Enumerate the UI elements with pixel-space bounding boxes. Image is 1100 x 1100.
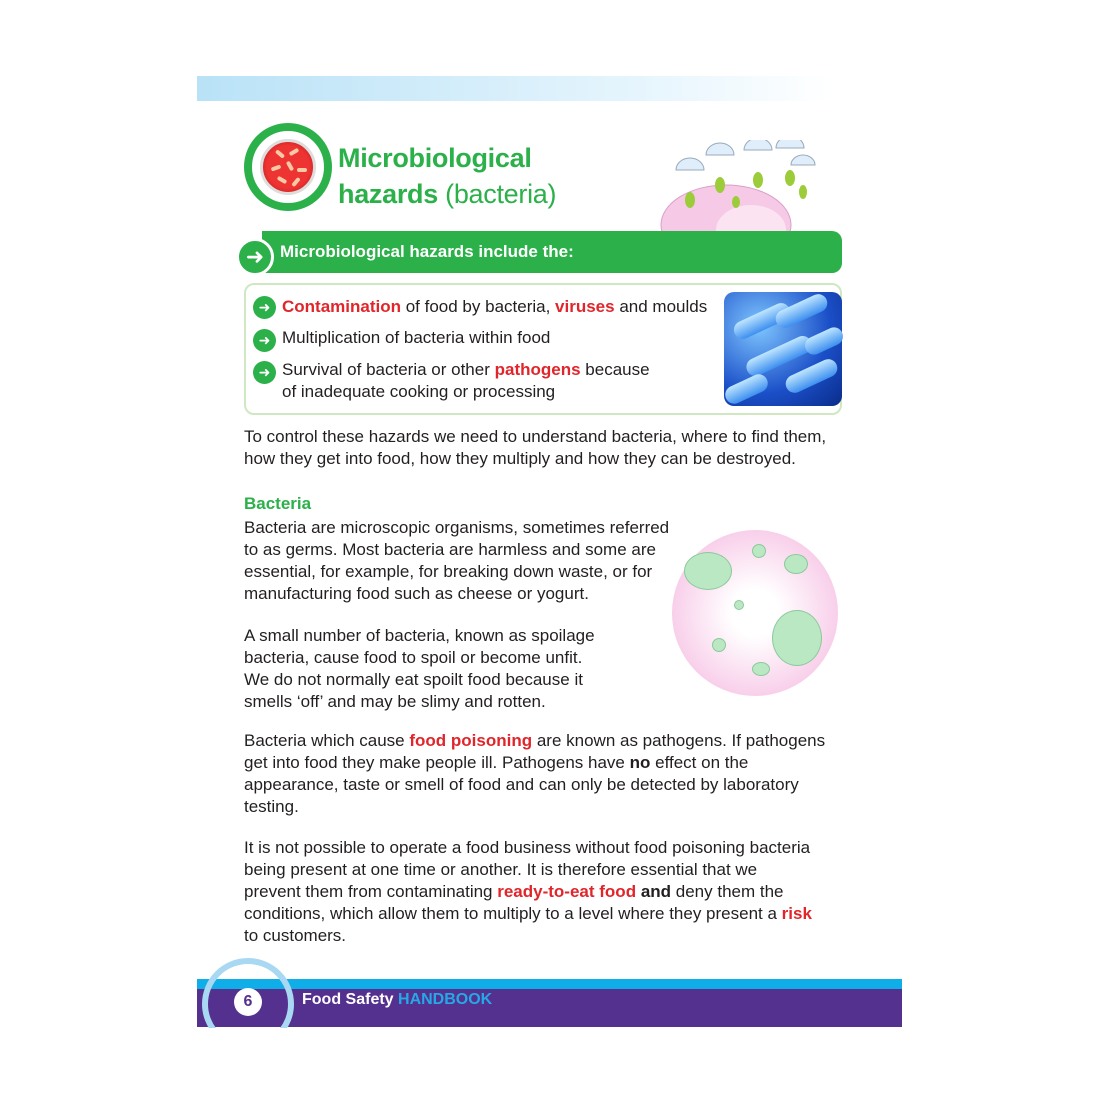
germs-illustration — [672, 530, 838, 696]
text: deny them the — [671, 882, 784, 901]
text: A small number of bacteria, known as spoilage — [244, 626, 595, 645]
text: prevent them from contaminating — [244, 882, 498, 901]
text: Bacteria which cause — [244, 731, 410, 750]
banner-label: Microbiological hazards include the: — [280, 242, 574, 261]
text: get into food they make people ill. Pathogens have — [244, 753, 630, 772]
paragraph — [244, 517, 669, 605]
text: to as germs. Most bacteria are harmless and some are — [244, 540, 656, 559]
text: of inadequate cooking or processing — [282, 382, 556, 401]
hazards-banner — [262, 231, 842, 273]
keyword: pathogens — [494, 360, 581, 379]
text: testing. — [244, 797, 299, 816]
text: It is not possible to operate a food business without food poisoning bacteria — [244, 838, 811, 857]
list-item — [282, 327, 550, 349]
title-line-1: Microbiological — [338, 143, 532, 173]
text: bacteria, cause food to spoil or become unfit. — [244, 648, 583, 667]
text: manufacturing food such as cheese or yogurt. — [244, 584, 589, 603]
arrow-bullet-icon: ➜ — [253, 361, 276, 384]
text: to customers. — [244, 926, 347, 945]
top-gradient-bar — [197, 76, 832, 101]
text: effect on the — [650, 753, 749, 772]
text: To control these hazards we need to understand bacteria, where to find them, — [244, 427, 827, 446]
text: We do not normally eat spoilt food because it — [244, 670, 583, 689]
keyword: ready-to-eat food — [497, 882, 637, 901]
text: are known as pathogens. If pathogens — [532, 731, 826, 750]
text: and moulds — [614, 297, 708, 316]
paragraph — [244, 625, 595, 713]
text: being present at one time or another. It is therefore essential that we — [244, 860, 758, 879]
arrow-bullet-icon: ➜ — [253, 329, 276, 352]
text: and — [640, 882, 672, 901]
arrow-bullet-icon: ➜ — [253, 296, 276, 319]
page-title — [338, 140, 556, 212]
text: because — [580, 360, 650, 379]
keyword: Contamination — [282, 297, 401, 316]
petri-dish-logo — [244, 123, 332, 211]
text: appearance, taste or smell of food and can only be detected by laboratory — [244, 775, 799, 794]
list-item — [282, 359, 650, 403]
title-subtitle: (bacteria) — [437, 179, 557, 209]
arrow-right-icon: ➜ — [236, 238, 274, 276]
intro-paragraph — [244, 426, 826, 470]
footer-accent-bar — [197, 979, 902, 989]
paragraph — [244, 730, 825, 818]
text: how they get into food, how they multiply and how they can be destroyed. — [244, 449, 796, 468]
list-item — [282, 296, 707, 318]
footer-title — [302, 991, 492, 1009]
title-line-2: hazards — [338, 179, 438, 209]
text: HANDBOOK — [398, 991, 493, 1008]
keyword: food poisoning — [409, 731, 533, 750]
text: Bacteria are microscopic organisms, sometimes referred — [244, 518, 670, 537]
text: no — [629, 753, 651, 772]
text: essential, for example, for breaking down waste, or for — [244, 562, 653, 581]
text: of food by bacteria, — [401, 297, 556, 316]
bacteria-dish-icon — [260, 139, 316, 195]
page-number: 6 — [234, 988, 262, 1016]
text: Survival of bacteria or other — [282, 360, 495, 379]
keyword: viruses — [555, 297, 615, 316]
keyword: risk — [781, 904, 812, 923]
text: conditions, which allow them to multiply to a level where they present a — [244, 904, 782, 923]
text: Food Safety — [302, 991, 399, 1008]
text: Multiplication of bacteria within food — [282, 328, 551, 347]
bacteria-microscope-image — [724, 292, 842, 406]
paragraph — [244, 837, 812, 947]
section-heading: Bacteria — [244, 494, 312, 513]
text: smells ‘off’ and may be slimy and rotten. — [244, 692, 546, 711]
